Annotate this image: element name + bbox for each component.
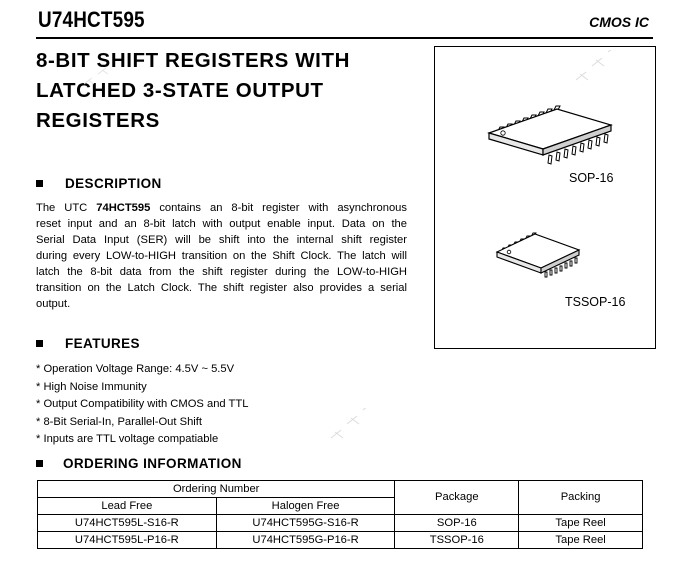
description-heading: DESCRIPTION — [65, 176, 162, 191]
halogen-free-header: Halogen Free — [216, 498, 395, 515]
description-part-bold: 74HCT595 — [96, 202, 151, 214]
description-paragraph — [36, 200, 407, 312]
table-row — [38, 532, 643, 549]
ordering-heading: ORDERING INFORMATION — [63, 456, 242, 471]
section-bullet-icon — [36, 460, 43, 467]
table-row — [38, 515, 643, 532]
sop16-label: SOP-16 — [569, 171, 614, 185]
description-line — [36, 200, 407, 216]
description-line: transition on the Latch Clock. The shift register also provides a serial — [36, 282, 407, 294]
description-line: output. — [36, 298, 71, 310]
package-cell: TSSOP-16 — [395, 532, 519, 549]
feature-item: * Inputs are TTL voltage compatiable — [36, 433, 219, 445]
ordering-number-header: Ordering Number — [38, 481, 395, 498]
feature-item: * 8-Bit Serial-In, Parallel-Out Shift — [36, 415, 203, 428]
title-line-2: LATCHED 3-STATE OUTPUT — [36, 79, 324, 102]
section-bullet-icon — [36, 180, 43, 187]
packing-cell: Tape Reel — [519, 532, 643, 549]
tssop16-label: TSSOP-16 — [565, 295, 626, 309]
lead-free-cell: U74HCT595L-S16-R — [38, 515, 217, 532]
tssop16-chip-icon — [495, 230, 585, 278]
description-line: latch the 8-bit data from the shift register during the LOW-to-HIGH — [36, 266, 407, 278]
feature-item: * High Noise Immunity — [36, 380, 147, 393]
section-bullet-icon — [36, 340, 43, 347]
description-line: Serial Data Input (SER) will be shift into the internal shift register — [36, 234, 407, 246]
description-heading-row — [36, 176, 162, 191]
lead-free-header: Lead Free — [38, 498, 217, 515]
sop16-chip-icon — [485, 103, 625, 169]
package-header: Package — [395, 481, 519, 515]
halogen-free-cell: U74HCT595G-P16-R — [216, 532, 395, 549]
package-cell: SOP-16 — [395, 515, 519, 532]
features-list — [36, 361, 248, 449]
category-label: CMOS IC — [589, 14, 649, 30]
ordering-heading-row — [36, 456, 242, 471]
feature-item: * Operation Voltage Range: 4.5V ~ 5.5V — [36, 363, 235, 375]
watermark-icon — [325, 408, 385, 448]
header-divider — [36, 37, 653, 39]
package-illustration-box — [434, 46, 656, 349]
lead-free-cell: U74HCT595L-P16-R — [38, 532, 217, 549]
packing-header: Packing — [519, 481, 643, 515]
watermark-icon — [80, 60, 130, 90]
description-line: reset input and an 8-bit latch with output enable input. Data on the — [36, 218, 407, 230]
description-prefix: The UTC — [36, 202, 97, 214]
title-line-1: 8-BIT SHIFT REGISTERS WITH — [36, 49, 350, 72]
part-number: U74HCT595 — [38, 7, 145, 32]
description-line: during every LOW-to-HIGH transition on the Shift Clock. The latch will — [36, 250, 407, 262]
watermark-icon — [570, 50, 630, 90]
ordering-table — [37, 480, 643, 549]
features-heading-row — [36, 336, 140, 351]
packing-cell: Tape Reel — [519, 515, 643, 532]
halogen-free-cell: U74HCT595G-S16-R — [216, 515, 395, 532]
features-heading: FEATURES — [65, 336, 140, 351]
title-line-3: REGISTERS — [36, 109, 160, 132]
description-line1-rest: contains an 8-bit register with asynchronous — [150, 202, 407, 214]
feature-item: * Output Compatibility with CMOS and TTL — [36, 398, 249, 410]
